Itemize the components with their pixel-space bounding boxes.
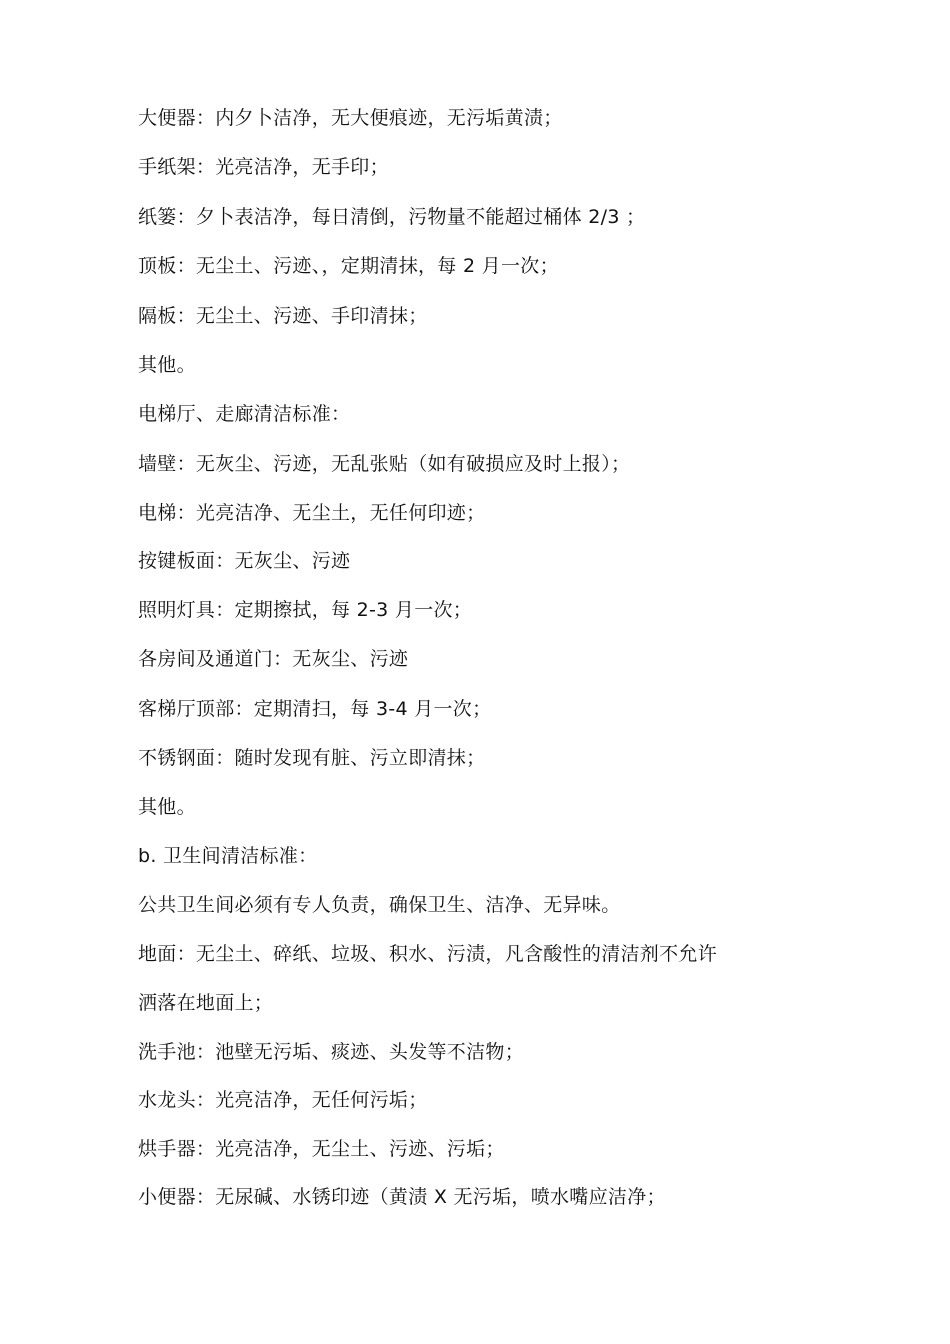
text-line: 地面：无尘土、碎纸、垃圾、积水、污渍，凡含酸性的清洁剂不允许 (138, 943, 718, 965)
text-line: 纸篓：夕卜表洁净，每日清倒，污物量不能超过桶体 2/3 ； (138, 206, 646, 228)
text-line: 公共卫生间必须有专人负责，确保卫生、洁净、无异味。 (138, 894, 621, 916)
section-heading: 电梯厅、走廊清洁标准： (138, 403, 351, 425)
text-line: 各房间及通道门：无灰尘、污迹 (138, 648, 409, 670)
text-line: 电梯：光亮洁净、无尘土，无任何印迹； (138, 502, 486, 524)
text-line: 其他。 (138, 354, 196, 376)
text-line: 大便器：内夕卜洁净，无大便痕迹，无污垢黄渍； (138, 107, 563, 129)
text-line: 其他。 (138, 796, 196, 818)
text-line: 隔板：无尘土、污迹、手印清抹； (138, 305, 428, 327)
text-line: 水龙头：光亮洁净，无任何污垢； (138, 1089, 428, 1111)
section-heading: b. 卫生间清洁标准： (138, 845, 318, 867)
text-line: 手纸架：光亮洁净，无手印； (138, 156, 389, 178)
text-line: 墙壁：无灰尘、污迹，无乱张贴（如有破损应及时上报）； (138, 453, 631, 475)
text-line: 顶板：无尘土、污迹、，定期清抹，每 2 月一次； (138, 255, 559, 277)
text-line: 不锈钢面：随时发现有脏、污立即清抹； (138, 747, 486, 769)
text-line: 客梯厅顶部：定期清扫，每 3-4 月一次； (138, 698, 492, 720)
text-line: 按键板面：无灰尘、污迹 (138, 550, 351, 572)
text-line: 洗手池：池壁无污垢、痰迹、头发等不洁物； (138, 1041, 525, 1063)
text-line: 烘手器：光亮洁净，无尘土、污迹、污垢； (138, 1138, 505, 1160)
text-line: 照明灯具：定期擦拭，每 2-3 月一次； (138, 599, 473, 621)
text-line: 小便器：无尿碱、水锈印迹（黄渍 X 无污垢，喷水嘴应洁净； (138, 1186, 666, 1208)
text-line: 洒落在地面上； (138, 992, 274, 1014)
